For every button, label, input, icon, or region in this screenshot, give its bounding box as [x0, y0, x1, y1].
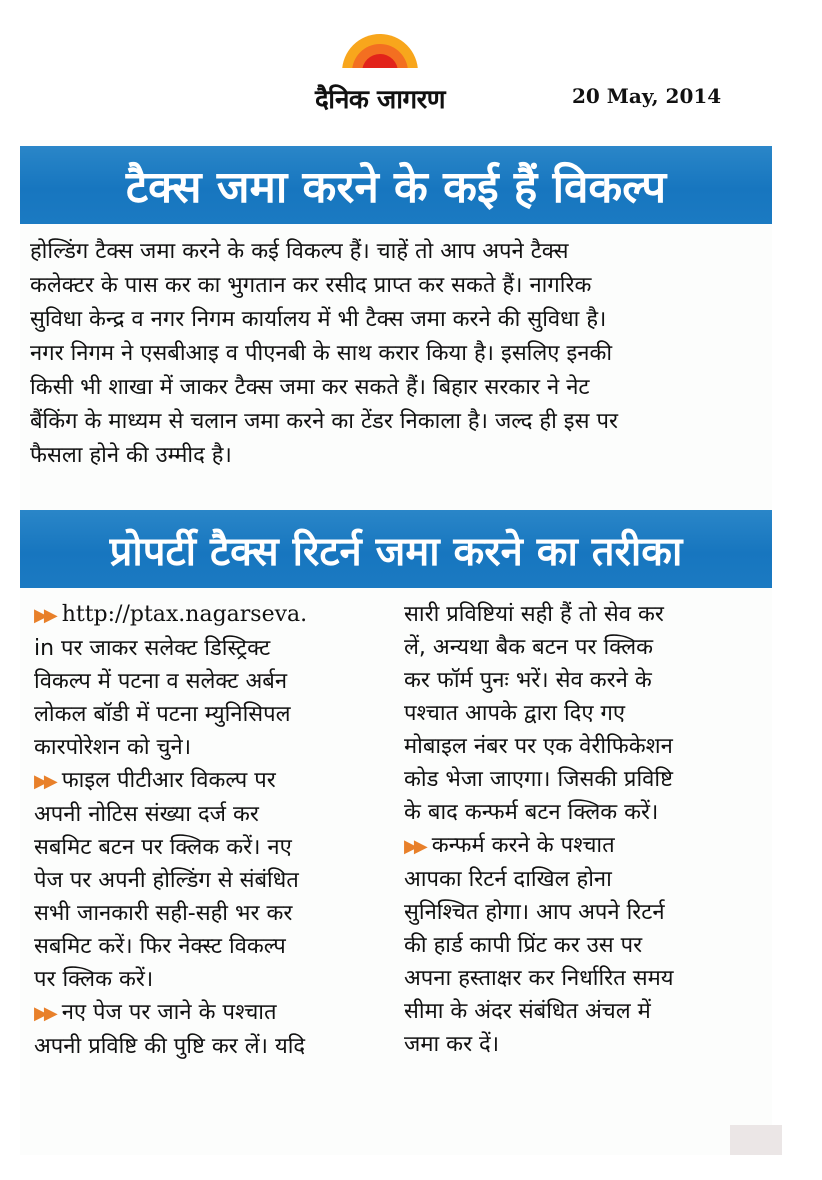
paragraph-line: किसी भी शाखा में जाकर टैक्स जमा कर सकते हैं। बिहार सरकार ने नेट [30, 375, 590, 400]
paragraph-line: होल्डिंग टैक्स जमा करने के कई विकल्प हैं। चाहें तो आप अपने टैक्स [30, 239, 569, 264]
sun-logo-icon [338, 28, 422, 72]
bullet-line [34, 764, 394, 798]
bullet-line [404, 829, 764, 863]
portal-url: http://ptax.nagarseva. [61, 602, 308, 627]
column-line: लें, अन्यथा बैक बटन पर क्लिक [404, 635, 654, 660]
right-column [404, 598, 764, 1061]
column-line: सुनिश्चित होगा। आप अपने रिटर्न [404, 900, 665, 925]
paragraph-line: नगर निगम ने एसबीआइ व पीएनबी के साथ करार किया है। इसलिए इनकी [30, 341, 613, 366]
column-line: कारपोरेशन को चुने। [34, 735, 192, 760]
column-line: मोबाइल नंबर पर एक वेरीफिकेशन [404, 734, 673, 759]
column-line: अपनी नोटिस संख्या दर्ज कर [34, 802, 259, 827]
masthead [0, 0, 822, 140]
paragraph-line: फैसला होने की उम्मीद है। [30, 443, 232, 468]
column-line: सभी जानकारी सही-सही भर कर [34, 901, 293, 926]
column-line: की हार्ड कापी प्रिंट कर उस पर [404, 933, 643, 958]
column-line: पेज पर अपनी होल्डिंग से संबंधित [34, 868, 299, 893]
column-line: के बाद कन्फर्म बटन क्लिक करें। [404, 800, 659, 825]
column-line: कोड भेजा जाएगा। जिसकी प्रविष्टि [404, 767, 673, 792]
paragraph-line: कलेक्टर के पास कर का भुगतान कर रसीद प्राप्त कर सकते हैं। नागरिक [30, 273, 592, 298]
logo-text: दैनिक जागरण [314, 85, 446, 115]
left-column [34, 598, 394, 1063]
headline-1: टैक्स जमा करने के कई हैं विकल्प [20, 146, 772, 224]
column-line: लोकल बॉडी में पटना म्युनिसिपल [34, 702, 291, 727]
column-line: सारी प्रविष्टियां सही हैं तो सेव कर [404, 602, 664, 627]
column-line: सीमा के अंदर संबंधित अंचल में [404, 999, 651, 1024]
publication-date: 20 May, 2014 [572, 84, 722, 108]
intro-paragraph [30, 235, 762, 473]
bullet-text: नए पेज पर जाने के पश्चात [61, 1000, 277, 1025]
column-line: अपना हस्ताक्षर कर निर्धारित समय [404, 966, 674, 991]
double-arrow-icon: ▶▶ [404, 836, 424, 857]
headline-2: प्रोपर्टी टैक्स रिटर्न जमा करने का तरीका [20, 510, 772, 588]
paper-corner-mark [730, 1125, 782, 1155]
newspaper-logo [300, 28, 460, 118]
double-arrow-icon: ▶▶ [34, 1003, 54, 1024]
column-line: in पर जाकर सलेक्ट डिस्ट्रिक्ट [34, 636, 271, 661]
bullet-text: फाइल पीटीआर विकल्प पर [61, 768, 276, 793]
column-line: सबमिट करें। फिर नेक्स्ट विकल्प [34, 934, 286, 959]
column-line: पश्चात आपके द्वारा दिए गए [404, 701, 626, 726]
column-line: पर क्लिक करें। [34, 967, 154, 992]
paragraph-line: बैंकिंग के माध्यम से चलान जमा करने का टेंडर निकाला है। जल्द ही इस पर [30, 409, 618, 434]
column-line: जमा कर दें। [404, 1032, 500, 1057]
column-line: सबमिट बटन पर क्लिक करें। नए [34, 835, 292, 860]
column-line: आपका रिटर्न दाखिल होना [404, 867, 612, 892]
bullet-line [34, 996, 394, 1030]
column-line: कर फॉर्म पुनः भरें। सेव करने के [404, 668, 652, 693]
column-line: विकल्प में पटना व सलेक्ट अर्बन [34, 669, 288, 694]
column-line: अपनी प्रविष्टि की पुष्टि कर लें। यदि [34, 1034, 306, 1059]
double-arrow-icon: ▶▶ [34, 605, 54, 626]
bullet-text: कन्फर्म करने के पश्चात [431, 833, 615, 858]
double-arrow-icon: ▶▶ [34, 771, 54, 792]
paragraph-line: सुविधा केन्द्र व नगर निगम कार्यालय में भी टैक्स जमा करने की सुविधा है। [30, 307, 607, 332]
bullet-line [34, 598, 394, 632]
news-clipping [20, 140, 772, 1155]
